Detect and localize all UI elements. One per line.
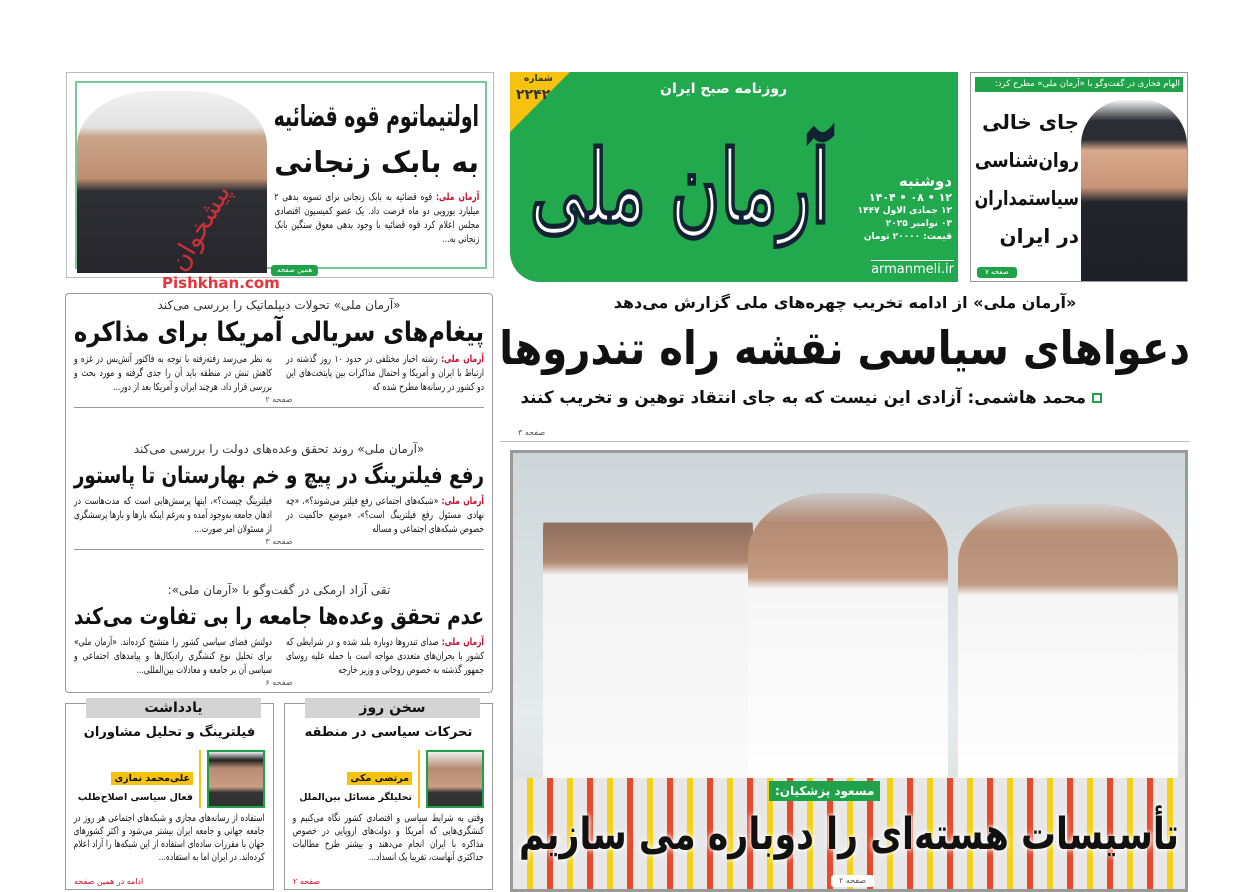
author-name: علی‌محمد نمازی (111, 772, 193, 785)
person-photo (748, 493, 948, 793)
headline-line: روان‌شناسی (974, 148, 1079, 172)
story-body: قوه قضائیه به بابک زنجانی برای تسویه بدهی ۲ میلیارد یورویی دو ماه فرصت داد. یک عضو کمیسیون اقتصادی مجلس اعلام کرد قوه قضائیه با وجود بدهی معوق سنگین بابک زنجانی به... (274, 192, 479, 245)
page-ref: صفحه ۳ (265, 536, 293, 546)
photo-headline: تأسیسات هسته‌ای را دوباره می سازیم (519, 809, 1179, 860)
issue-label: شماره (524, 74, 553, 84)
person-photo (543, 463, 753, 793)
page-ref: ادامه در همین صفحه (74, 877, 144, 886)
column-body: وقتی به شرایط سیاسی و اقتصادی کشور نگاه می‌کنیم و کنشگری‌هایی که آمریکا و دولت‌های اروپایی در خصوص مذاکره با ایران انجام می‌دهند و بیشتر طرح مطالبات حداکثری آنهاست، تقریبا یک انسداد... (293, 813, 484, 863)
main-subhead: محمد هاشمی: آزادی این نیست که به جای انتقاد توهین و تخریب کنند (520, 388, 1086, 408)
bullet-icon (1092, 393, 1102, 403)
tagline: روزنامه صبح ایران (660, 81, 788, 97)
author-photo (207, 750, 265, 808)
page-ref: صفحه ۲ (293, 877, 321, 886)
pishkhan-watermark: پیشخوان (163, 179, 238, 277)
story-kicker: «آرمان ملی» روند تحقق وعده‌های دولت را بررسی می‌کند (133, 441, 425, 456)
column-title: فیلترینگ و تحلیل مشاوران (83, 725, 256, 740)
person-photo (958, 503, 1178, 793)
page-ref: صفحه ۶ (265, 678, 293, 687)
column-yaddasht[interactable] (65, 700, 274, 890)
column-title: تحرکات سیاسی در منطقه (304, 725, 473, 740)
weekday: دوشنبه (898, 172, 952, 190)
main-story[interactable] (500, 290, 1190, 442)
story-headline: عدم تحقق وعده‌ها جامعه را بی تفاوت می‌کند (73, 604, 485, 630)
source-label: آرمان ملی: (441, 637, 484, 648)
headline-line: اولتیماتوم قوه قضائیه (273, 99, 479, 133)
website-link[interactable]: armanmeli.ir (871, 262, 954, 277)
section-label: سخن روز (305, 698, 480, 718)
speaker-label: مسعود پزشکیان: (769, 781, 880, 801)
author-photo (426, 750, 484, 808)
page-ref: صفحه ۲ (831, 875, 874, 887)
photo-story[interactable] (510, 450, 1188, 892)
story-headline: پیغام‌های سریالی آمریکا برای مذاکره (73, 317, 485, 348)
story[interactable] (74, 298, 484, 408)
fakhari-photo (1081, 99, 1187, 282)
story[interactable] (74, 583, 484, 688)
author-role: تحلیلگر مسائل بین‌الملل (299, 792, 412, 803)
kicker: الهام فخاری در گفت‌وگو با «آرمان ملی» مطرح کرد: (994, 79, 1180, 89)
page-ref: صفحه ۳ (518, 428, 546, 437)
left-top-story[interactable] (66, 72, 494, 278)
watermark-url: Pishkhan.com (162, 274, 280, 292)
price: قیمت: ۲۰۰۰۰ تومان (863, 232, 952, 242)
story-kicker: تقی آزاد ارمکی در گفت‌وگو با «آرمان ملی»: (167, 583, 391, 597)
column-sokhan-rooz[interactable] (284, 700, 493, 890)
page-ref: همین صفحه (271, 265, 318, 276)
story[interactable] (74, 442, 484, 550)
section-label: یادداشت (86, 698, 261, 718)
headline-line: جای خالی (982, 110, 1079, 134)
masthead (510, 72, 958, 282)
headline-line: سیاستمداران (974, 186, 1079, 210)
story-body: دولتش فضای سیاسی کشور را متشنج کرده‌اند. «آرمان ملی» برای تحلیل نوع کنشگری رادیکال‌ها و پیامدهای اجتماعی و سیاسی آن بر جامعه و معادلات بین‌المللی... (74, 637, 272, 676)
date-hijri: ۱۲ جمادی الاول ۱۴۴۷ (857, 206, 952, 216)
story-kicker: «آرمان ملی» تحولات دیپلماتیک را بررسی می‌کند (157, 298, 401, 312)
story-body: «شبکه‌های اجتماعی رفع فیلتر می‌شوند؟»، «چه نهادی مسئول رفع فیلترینگ است؟»، «موضع حاکمیت در خصوص شبکه‌های اجتماعی و مساله (286, 495, 484, 535)
main-headline: دعواهای سیاسی نقشه راه تندروها (499, 321, 1190, 375)
date-shamsi: ۱۲ • ۰۸ • ۱۴۰۴ (868, 191, 952, 204)
author-role: فعال سیاسی اصلاح‌طلب (77, 792, 193, 803)
page-ref: صفحه ۷ (977, 267, 1017, 278)
source-label: آرمان ملی: (441, 354, 484, 365)
right-story[interactable] (970, 72, 1188, 282)
logo: آرمان ملی (529, 128, 830, 246)
story-body: صدای تندروها دوباره بلند شده و در شرایطی که کشور با بحران‌های متعددی مواجه است با حمله علیه روسای جمهور گذشته به خصوص روحانی و وزیر خارجه (286, 637, 484, 676)
headline-line: به بابک زنجانی (274, 145, 479, 179)
story-body: رشته اخبار مختلفی در حدود ۱۰ روز گذشته در ارتباط با ایران و آمریکا و احتمال مذاکرات بین پایتخت‌های این دو کشور در رسانه‌ها مطرح شده که (286, 354, 484, 393)
story-body: فیلترینگ چیست؟»، اینها پرسش‌هایی است که مدت‌هاست در اذهان جامعه به‌وجود آمده و به‌رغم اینکه بارها و بارها پرسشگری از مسئولان امر صورت... (74, 495, 272, 535)
column-body: استفاده از رسانه‌های مجازی و شبکه‌های اجتماعی هر روز در جامعه جهانی و جامعه ایران بیشتر می‌شود و اکثر کشورهای جهان با مقررات ساده‌ای استفاده از این شبکه‌ها را آزاد اعلام کرده‌اند. در ایران اما به استفاده... (74, 813, 265, 863)
source-label: آرمان ملی: (435, 192, 479, 203)
headline-line: در ایران (999, 224, 1079, 248)
source-label: آرمان ملی: (441, 495, 484, 507)
story-headline: رفع فیلترینگ در پیچ و خم بهارستان تا پاستور (73, 462, 484, 489)
issue-number: ۲۲۴۲ (516, 87, 551, 103)
left-stories (65, 293, 493, 693)
story-body: به نظر می‌رسد رفته‌رفته با توجه به فاکتور آتش‌بس در غزه و کاهش تنش در منطقه باید آن را جدی گرفته و مورد بحث و بررسی قرار داد. هرچند ایران و آمریکا بعد از دور... (74, 354, 272, 393)
date-gregorian: ۰۳ نوامبر ۲۰۲۵ (885, 219, 952, 229)
page-ref: صفحه ۲ (265, 395, 293, 404)
main-kicker: «آرمان ملی» از ادامه تخریب چهره‌های ملی گزارش می‌دهد (613, 293, 1077, 312)
author-name: مرتضی مکی (347, 772, 412, 785)
